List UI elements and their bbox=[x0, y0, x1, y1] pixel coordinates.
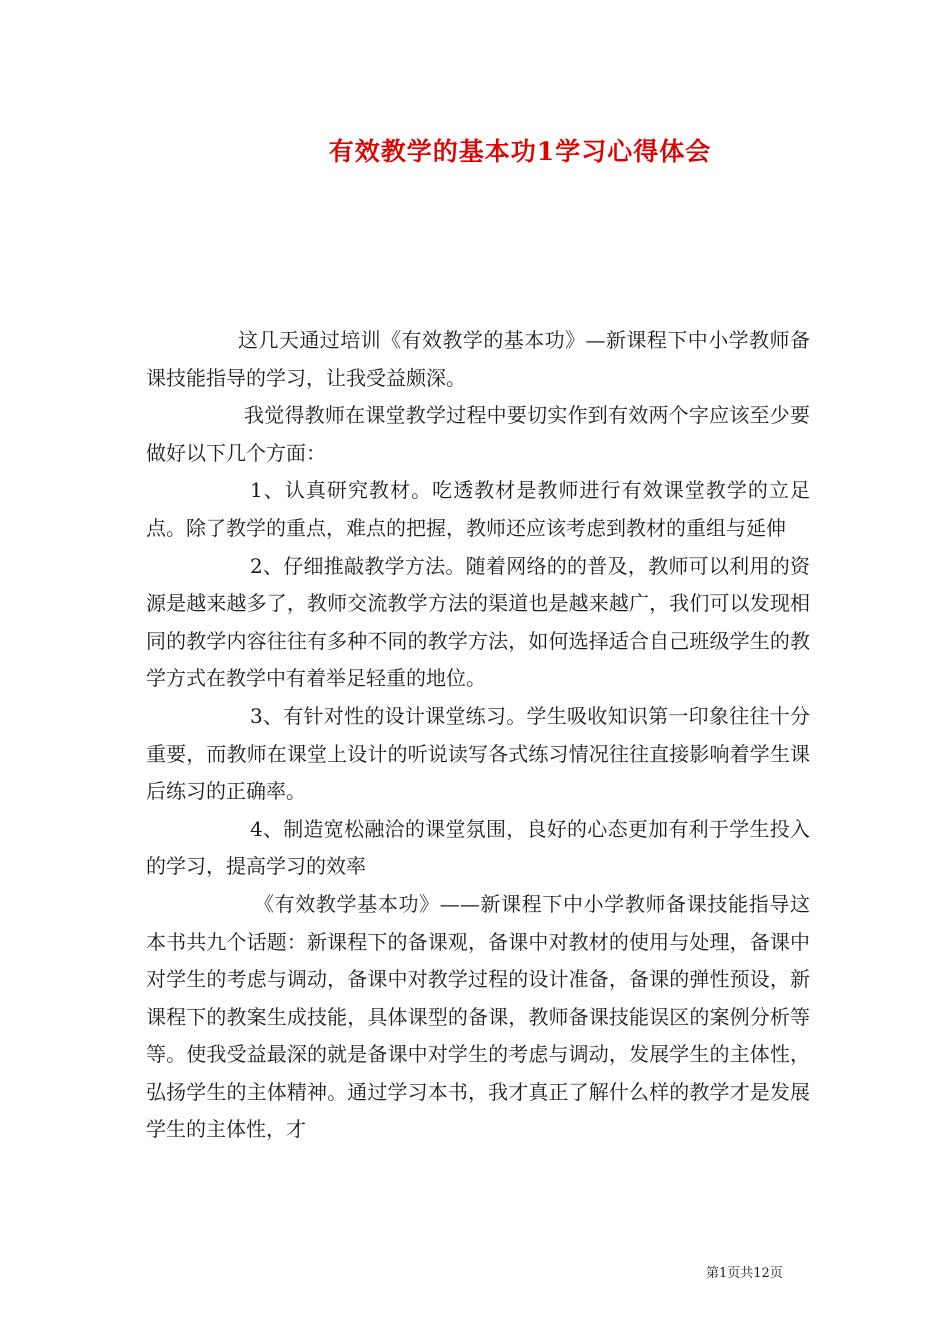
paragraph-point-2: 2、仔细推敲教学方法。随着网络的的普及，教师可以利用的资源是越来越多了，教师交流教学方法的渠道也是越来越广，我们可以发现相同的教学内容往往有多种不同的教学方法，如何选择适合自己班级学生的教学方式在教学中有着举足轻重的地位。 bbox=[146, 553, 810, 691]
paragraph-point-3: 3、有针对性的设计课堂练习。学生吸收知识第一印象往往十分重要，而教师在课堂上设计的听说读写各式练习情况往往直接影响着学生课后练习的正确率。 bbox=[146, 703, 810, 804]
paragraph-intro: 这几天通过培训《有效教学的基本功》—新课程下中小学教师备课技能指导的学习，让我受益颇深。 bbox=[146, 328, 810, 390]
page-title: 有效教学的基本功1学习心得体会 bbox=[328, 137, 712, 166]
paragraph-aspects: 我觉得教师在课堂教学过程中要切实作到有效两个字应该至少要做好以下几个方面： bbox=[146, 403, 810, 465]
document-body bbox=[146, 322, 810, 1149]
page-number-footer: 第1页共12页 bbox=[706, 1266, 783, 1281]
paragraph-book-summary: 《有效教学基本功》——新课程下中小学教师备课技能指导这本书共九个话题：新课程下的备课观，备课中对教材的使用与处理，备课中对学生的考虑与调动，备课中对教学过程的设计准备，备课的弹性预设，新课程下的教案生成技能，具体课型的备课，教师备课技能误区的案例分析等等。使我受益最深的就是备课中对学生的考虑与调动，发展学生的主体性，弘扬学生的主体精神。通过学习本书，我才真正了解什么样的教学才是发展学生的主体性，才 bbox=[146, 891, 810, 1142]
paragraph-point-1: 1、认真研究教材。吃透教材是教师进行有效课堂教学的立足点。除了教学的重点，难点的把握，教师还应该考虑到教材的重组与延伸 bbox=[146, 478, 810, 540]
paragraph-point-4: 4、制造宽松融洽的课堂氛围，良好的心态更加有利于学生投入的学习，提高学习的效率 bbox=[146, 816, 810, 879]
